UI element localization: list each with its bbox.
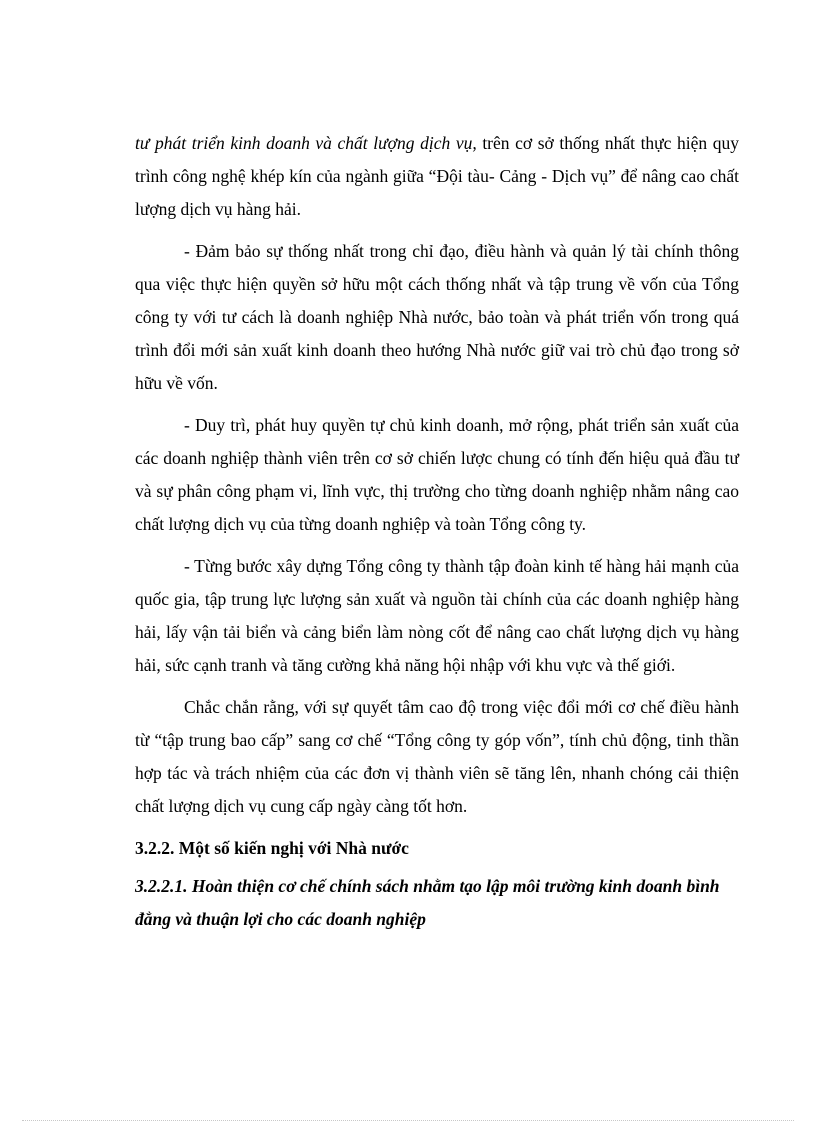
paragraph-conclusion: Chắc chắn rằng, với sự quyết tâm cao độ trong việc đổi mới cơ chế điều hành từ “tập trung bao cấp” sang cơ chế “Tổng công ty góp vốn”, tính chủ động, tinh thần hợp tác và trách nhiệm của các đơn vị thành viên sẽ tăng lên, nhanh chóng cải thiện chất lượng dịch vụ cung cấp ngày càng tốt hơn. [135,697,739,816]
section-heading: 3.2.2. Một số kiến nghị với Nhà nước [135,838,409,858]
subsection-heading: 3.2.2.1. Hoàn thiện cơ chế chính sách nhằm tạo lập môi trường kinh doanh bình đẳng và thuận lợi cho các doanh nghiệp [135,876,720,929]
paragraph-business-autonomy: - Duy trì, phát huy quyền tự chủ kinh doanh, mở rộng, phát triển sản xuất của các doanh nghiệp thành viên trên cơ sở chiến lược chung có tính đến hiệu quả đầu tư và sự phân công phạm vi, lĩnh vực, thị trường cho từng doanh nghiệp nhằm nâng cao chất lượng dịch vụ của từng doanh nghiệp và toàn Tổng công ty. [135,415,739,534]
document-body [135,127,739,936]
paragraph-capital-management: - Đảm bảo sự thống nhất trong chỉ đạo, điều hành và quản lý tài chính thông qua việc thực hiện quyền sở hữu một cách thống nhất và tập trung về vốn của Tổng công ty với tư cách là doanh nghiệp Nhà nước, bảo toàn và phát triển vốn trong quá trình đổi mới sản xuất kinh doanh theo hướng Nhà nước giữ vai trò chủ đạo trong sở hữu về vốn. [135,241,739,393]
intro-text: trên cơ sở thống nhất thực hiện quy trình công nghệ khép kín của ngành giữa “Đội tàu- Cảng - Dịch vụ” để nâng cao chất lượng dịch vụ hàng hải. [135,133,739,219]
intro-paragraph [135,127,739,226]
intro-italic-lead: tư phát triển kinh doanh và chất lượng dịch vụ, [135,133,477,153]
page-bottom-divider [22,1120,794,1121]
paragraph-maritime-group: - Từng bước xây dựng Tổng công ty thành tập đoàn kinh tế hàng hải mạnh của quốc gia, tập trung lực lượng sản xuất và nguồn tài chính của các doanh nghiệp hàng hải, lấy vận tải biển và cảng biển làm nòng cốt để nâng cao chất lượng dịch vụ hàng hải, sức cạnh tranh và tăng cường khả năng hội nhập với khu vực và thế giới. [135,556,739,675]
